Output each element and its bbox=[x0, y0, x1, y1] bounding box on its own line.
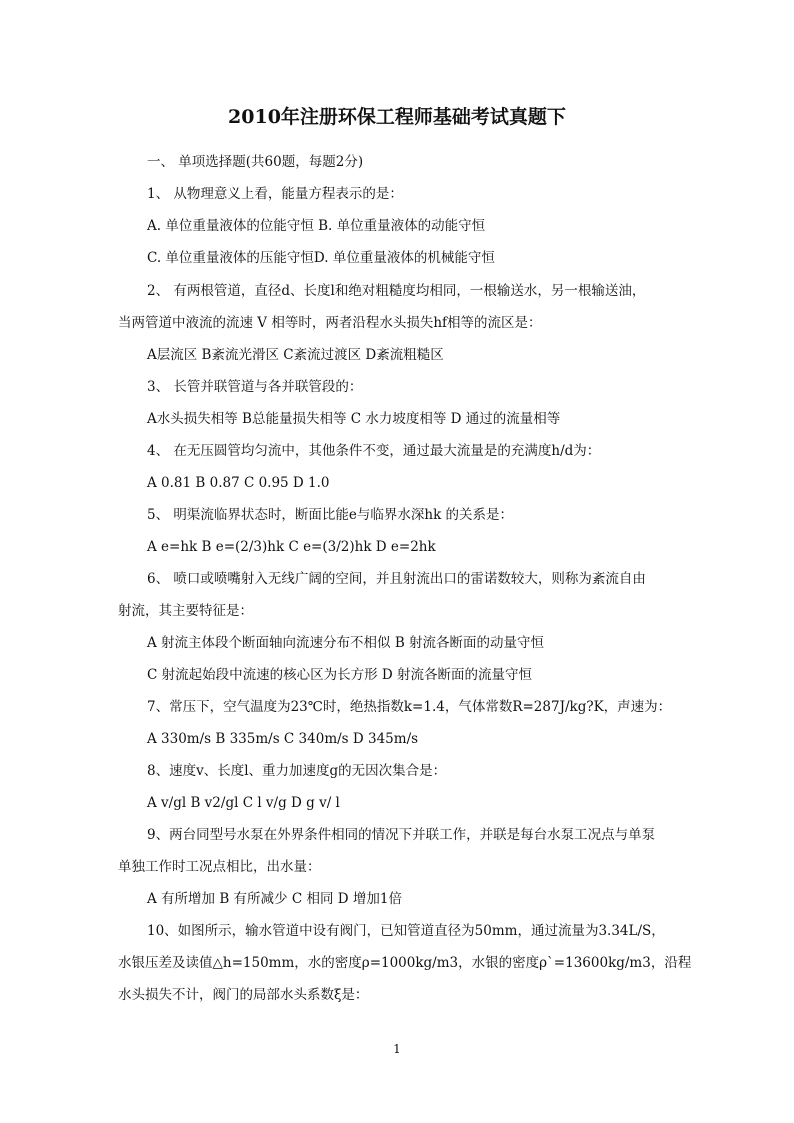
question-5: 5、 明渠流临界状态时，断面比能e与临界水深hk 的关系是： bbox=[147, 507, 514, 523]
question-10: 10、如图所示，输水管道中设有阀门，已知管道直径为50mm，通过流量为3.34L/S， bbox=[147, 923, 665, 939]
question-1-options-cd: C. 单位重量液体的压能守恒D. 单位重量液体的机械能守恒 bbox=[147, 250, 495, 266]
question-6: 6、 喷口或喷嘴射入无线广阔的空间，并且射流出口的雷诺数较大，则称为紊流自由 bbox=[147, 571, 646, 587]
question-1-options-ab: A. 单位重量液体的位能守恒 B. 单位重量液体的动能守恒 bbox=[147, 218, 486, 234]
question-2-options: A层流区 B紊流光滑区 C紊流过渡区 D紊流粗糙区 bbox=[147, 347, 444, 363]
document-title: 2010年注册环保工程师基础考试真题下 bbox=[228, 106, 566, 128]
question-8: 8、速度v、长度l、重力加速度g的无因次集合是： bbox=[147, 763, 447, 779]
question-9-continued: 单独工作时工况点相比，出水量： bbox=[118, 859, 321, 875]
question-7: 7、常压下，空气温度为23℃时，绝热指数k=1.4，气体常数R=287J/kg?K，声速为： bbox=[147, 699, 672, 715]
question-10-continued-1: 水银压差及读值△h=150mm，水的密度ρ=1000kg/m3，水银的密度ρ`=13600kg/m3，沿程 bbox=[118, 955, 692, 971]
question-4-options: A 0.81 B 0.87 C 0.95 D 1.0 bbox=[147, 475, 330, 491]
question-2-continued: 当两管道中液流的流速 V 相等时，两者沿程水头损失hf相等的流区是： bbox=[118, 315, 542, 331]
question-9: 9、两台同型号水泵在外界条件相同的情况下并联工作，并联是每台水泵工况点与单泵 bbox=[147, 827, 656, 843]
question-3: 3、 长管并联管道与各并联管段的： bbox=[147, 379, 363, 395]
question-1: 1、 从物理意义上看，能量方程表示的是： bbox=[147, 186, 403, 202]
question-6-continued: 射流，其主要特征是： bbox=[118, 603, 253, 619]
question-2: 2、 有两根管道，直径d、长度l和绝对粗糙度均相同，一根输送水，另一根输送油， bbox=[147, 283, 646, 299]
question-5-options: A e=hk B e=(2/3)hk C e=(3/2)hk D e=2hk bbox=[147, 539, 436, 555]
page-number: 1 bbox=[393, 1042, 401, 1056]
question-9-options: A 有所增加 B 有所减少 C 相同 D 增加1倍 bbox=[147, 891, 402, 907]
question-6-options-ab: A 射流主体段个断面轴向流速分布不相似 B 射流各断面的动量守恒 bbox=[147, 635, 545, 651]
question-6-options-cd: C 射流起始段中流速的核心区为长方形 D 射流各断面的流量守恒 bbox=[147, 667, 533, 683]
question-10-continued-2: 水头损失不计，阀门的局部水头系数ξ是： bbox=[118, 987, 369, 1003]
question-3-options: A水头损失相等 B总能量损失相等 C 水力坡度相等 D 通过的流量相等 bbox=[147, 411, 561, 427]
question-4: 4、 在无压圆管均匀流中，其他条件不变，通过最大流量是的充满度h/d为： bbox=[147, 443, 601, 459]
section-heading: 一、 单项选择题(共60题，每题2分) bbox=[147, 154, 364, 170]
question-8-options: A v/gl B v2/gl C l v/g D g v/ l bbox=[147, 795, 340, 811]
question-7-options: A 330m/s B 335m/s C 340m/s D 345m/s bbox=[147, 731, 419, 747]
